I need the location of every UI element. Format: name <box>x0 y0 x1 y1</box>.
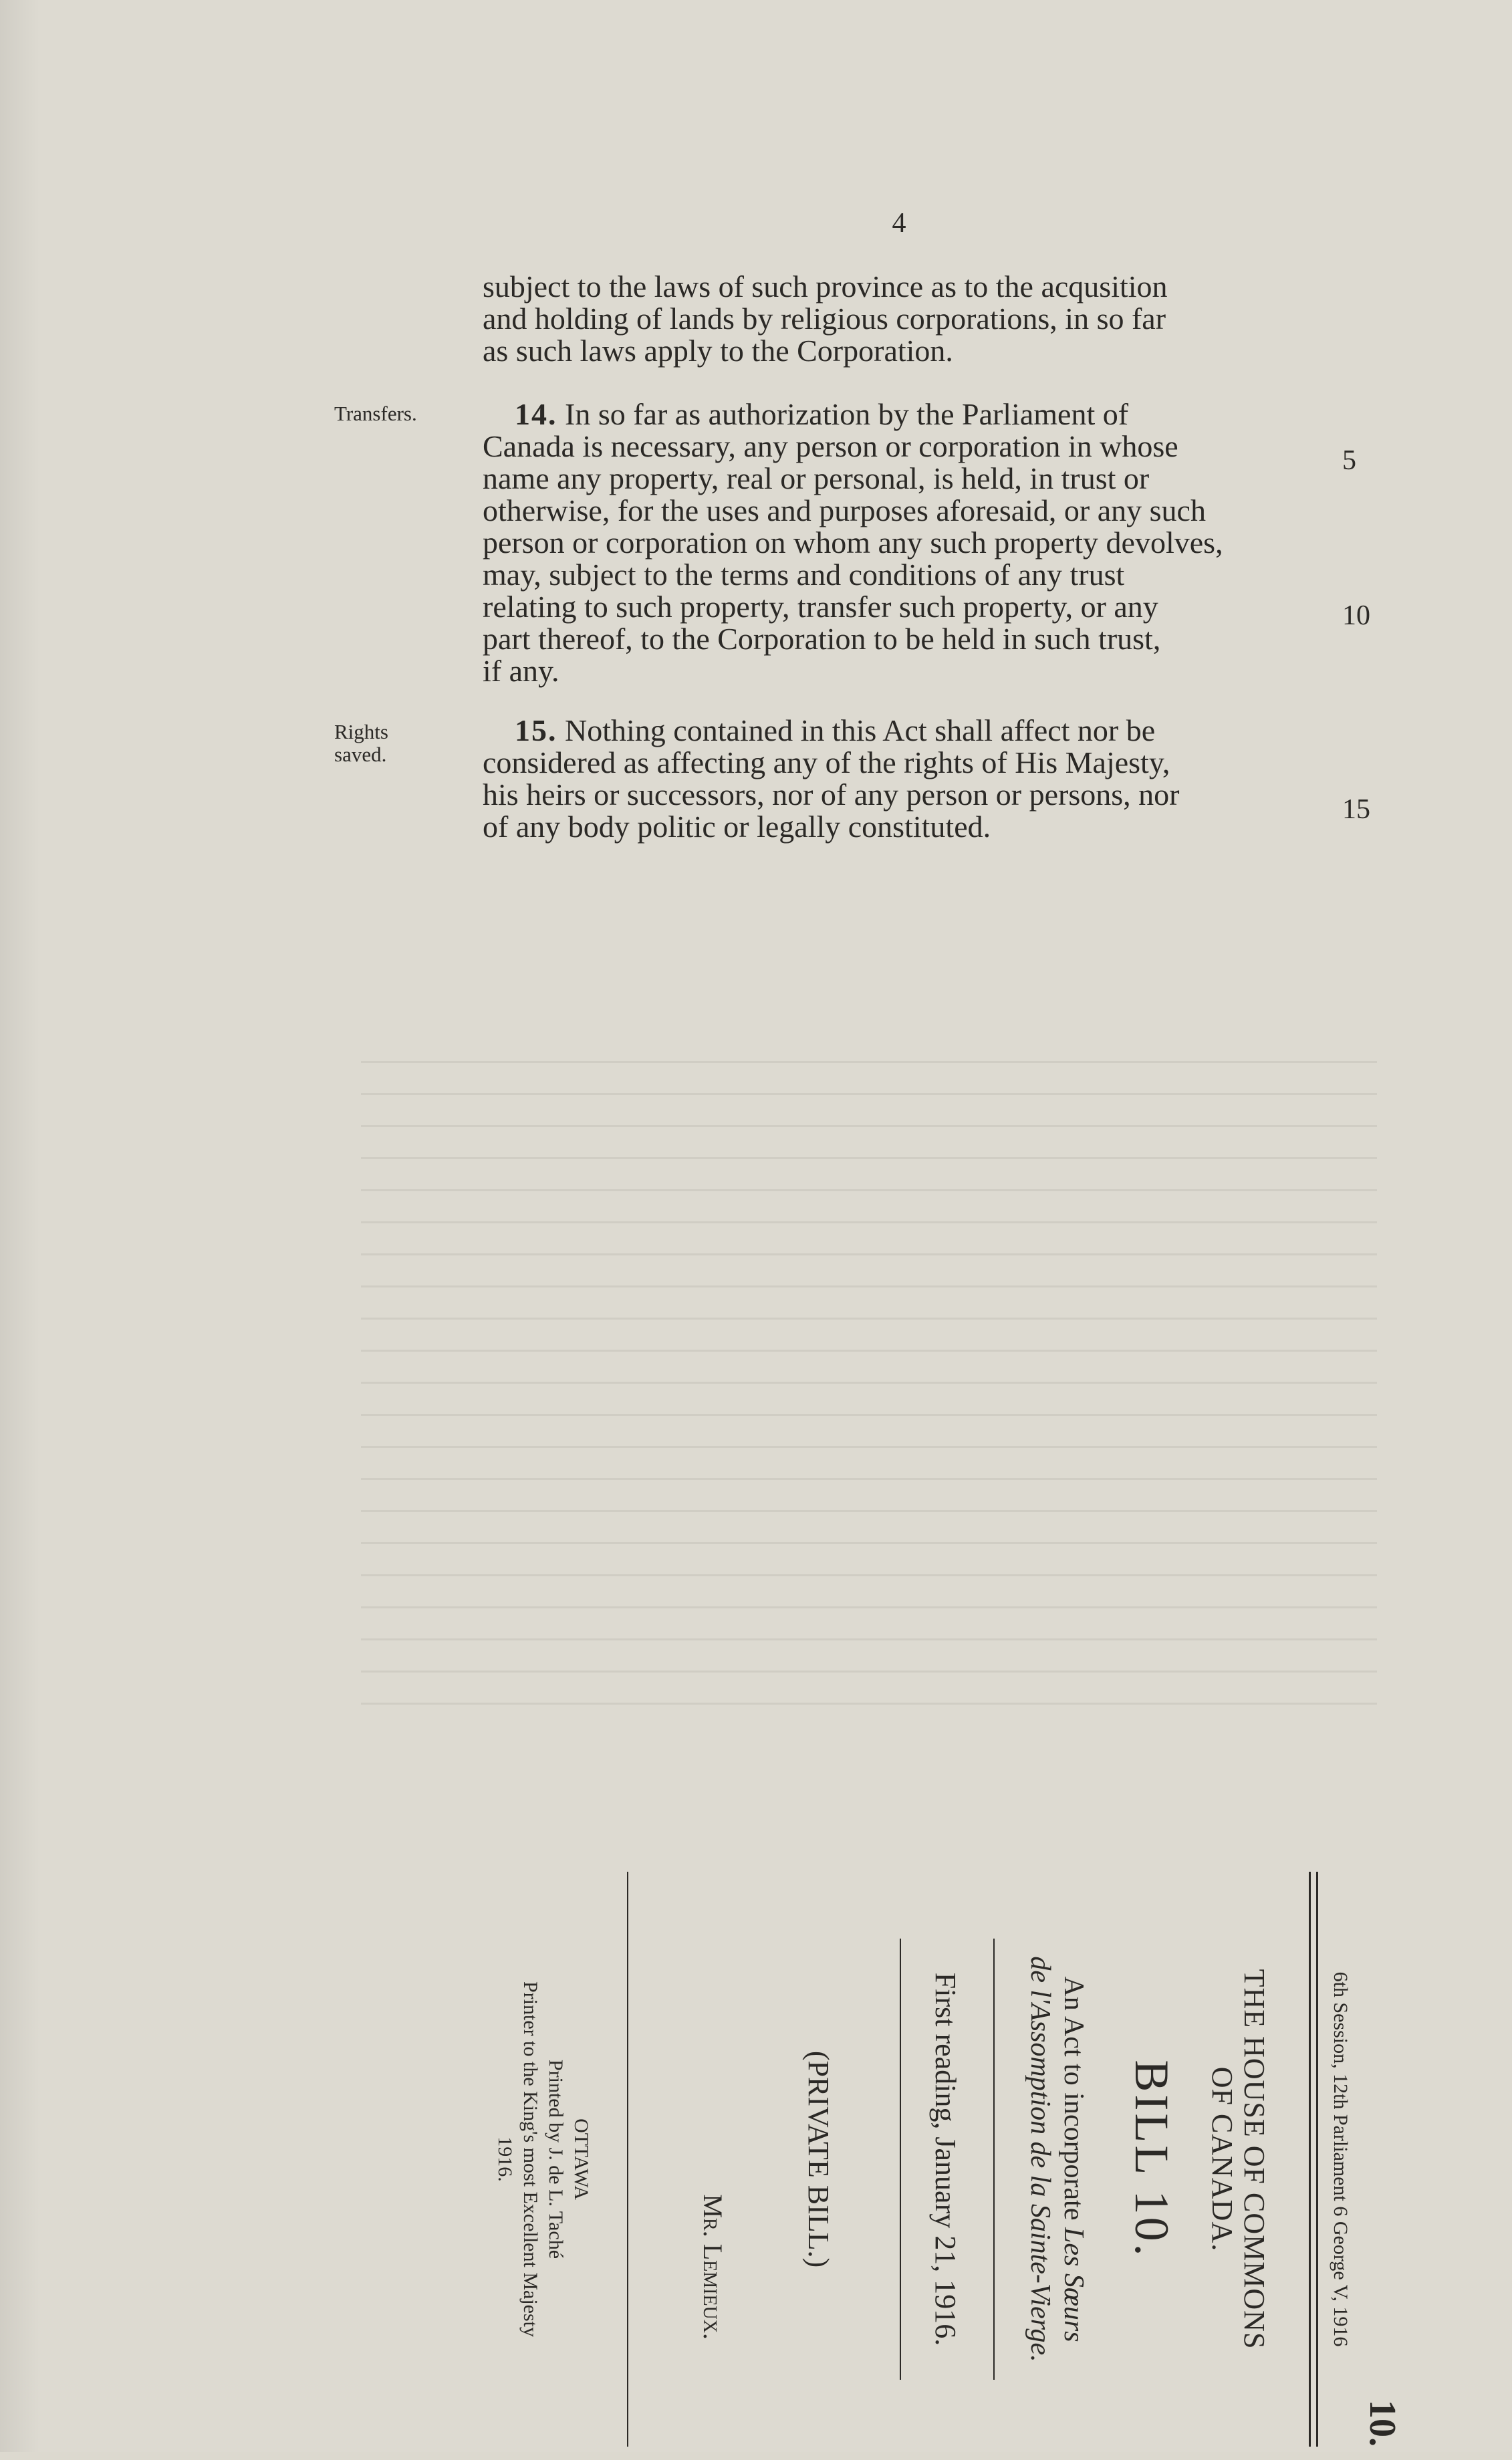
text-line: Canada is necessary, any person or corporation in whose <box>483 429 1178 463</box>
act-prefix: An Act to incorporate <box>1058 1976 1089 2227</box>
printer-line-2: Printer to the King's most Excellent Majesty <box>519 1981 541 2337</box>
text-line: considered as affecting any of the rights of His Majesty, <box>483 745 1170 779</box>
text-line: relating to such property, transfer such property, or any <box>483 590 1158 624</box>
house-line-2: OF CANADA. <box>1206 2066 1239 2252</box>
printer-line-1: Printed by J. de L. Taché <box>545 2059 567 2259</box>
bill-title: BILL 10. <box>1125 2060 1178 2259</box>
margin-note-line: saved. <box>334 743 387 766</box>
text-line: name any property, real or personal, is held, in trust or <box>483 461 1150 495</box>
margin-note-rights-saved <box>334 721 448 766</box>
text-line: as such laws apply to the Corporation. <box>483 334 953 368</box>
text-line-content: Nothing contained in this Act shall affect nor be <box>565 713 1156 747</box>
text-line: part thereof, to the Corporation to be held in such trust, <box>483 622 1161 656</box>
text-line: subject to the laws of such province as to the acqusition <box>483 269 1168 303</box>
sponsor: Mr. Lemieux. <box>698 2194 728 2340</box>
text-line: person or corporation on whom any such property devolves, <box>483 525 1223 560</box>
line-number: 5 <box>1342 445 1356 476</box>
text-line: if any. <box>483 654 559 688</box>
first-reading: First reading, January 21, 1916. <box>929 1972 962 2346</box>
line-number: 15 <box>1342 794 1370 825</box>
margin-note-line: Rights <box>334 720 388 743</box>
section-number: 14. <box>515 397 557 431</box>
act-title-line-2: de l'Assomption de la Sainte-Vierge. <box>1025 1956 1055 2362</box>
text-line: may, subject to the terms and conditions of any trust <box>483 558 1125 592</box>
show-through-texture <box>361 1036 1377 1705</box>
bill-cover <box>194 1858 1404 2460</box>
bill-number-corner: 10. <box>1362 2400 1403 2447</box>
text-line: and holding of lands by religious corporations, in so far <box>483 301 1166 336</box>
act-italic: Les Sœurs <box>1058 2227 1089 2342</box>
place: OTTAWA <box>570 2118 592 2200</box>
text-line <box>515 398 1321 430</box>
text-line: his heirs or successors, nor of any person or persons, nor <box>483 777 1180 812</box>
text-line-content: In so far as authorization by the Parliament of <box>565 397 1129 431</box>
divider-rule <box>993 1939 995 2380</box>
double-rule <box>1309 1872 1318 2447</box>
section-number: 15. <box>515 713 557 747</box>
text-line: of any body politic or legally constituted. <box>483 810 991 844</box>
divider-rule <box>627 1872 628 2447</box>
session-line: 6th Session, 12th Parliament 6 George V, 1916 <box>1330 1971 1352 2347</box>
margin-note-transfers: Transfers. <box>334 402 417 425</box>
line-number: 10 <box>1342 600 1370 631</box>
year: 1916. <box>494 2136 516 2182</box>
page-number: 4 <box>892 208 906 239</box>
divider-rule <box>900 1939 901 2380</box>
text-line <box>515 715 1321 747</box>
text-line: otherwise, for the uses and purposes aforesaid, or any such <box>483 493 1206 527</box>
house-line-1: THE HOUSE OF COMMONS <box>1238 1969 1271 2350</box>
private-bill-label: (PRIVATE BILL.) <box>802 2050 835 2268</box>
act-title-line-1 <box>1057 1858 1090 2460</box>
